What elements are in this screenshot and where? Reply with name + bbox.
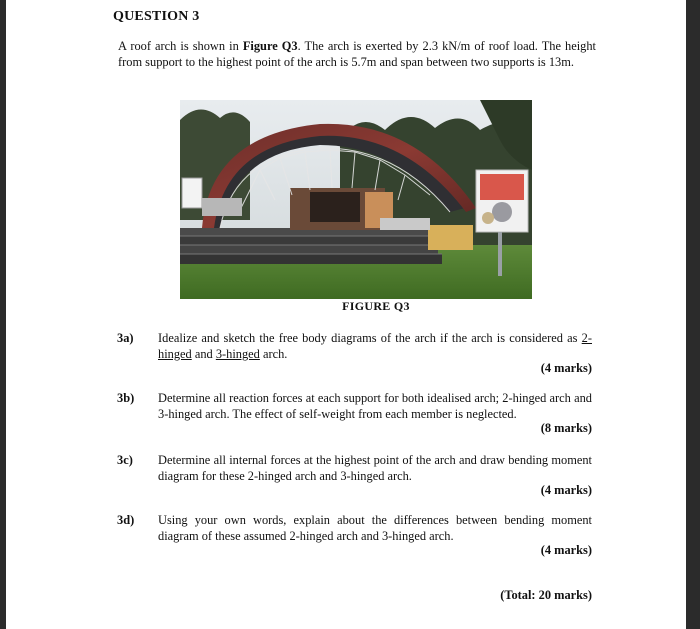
question-3d-marks: (4 marks) — [540, 543, 592, 557]
question-3a-label: 3a) — [117, 331, 134, 345]
intro-text-1: A roof arch is shown in — [118, 39, 243, 53]
q3a-text-pre: Idealize and sketch the free body diagrams of the arch if the arch is considered as — [158, 331, 582, 345]
question-3d-text: Using your own words, explain about the differences between bending moment diagram of these assumed 2-hinged arch and 3-hinged arch. — [158, 513, 592, 543]
question-3a-text — [158, 331, 592, 362]
q3a-text-post: arch. — [259, 346, 288, 361]
q3a-3-hinged: 3-hinged — [215, 346, 260, 361]
question-3d-label: 3d) — [117, 513, 135, 527]
question-3c-text: Determine all internal forces at the highest point of the arch and draw bending moment diagram for these 2-hinged arch and 3-hinged arch. — [158, 453, 592, 483]
question-3a-marks: (4 marks) — [540, 361, 592, 375]
roof-arch-photo — [180, 100, 532, 299]
q3a-2-hinged: 2-hinged — [158, 331, 592, 361]
figure-caption: FIGURE Q3 — [342, 299, 410, 313]
document-page — [6, 0, 686, 629]
figure-reference: Figure Q3 — [242, 39, 298, 53]
question-3b-label: 3b) — [117, 391, 135, 405]
question-intro — [118, 39, 596, 70]
figure-photo — [180, 100, 532, 299]
intro-text-2: . The arch is exerted by 2.3 kN/m of roof load. The height from support to the highest point of the arch is 5.7m and span between two supports is 13m. — [118, 39, 596, 69]
question-title: QUESTION 3 — [113, 9, 200, 24]
question-3c-marks: (4 marks) — [540, 483, 592, 497]
total-marks: (Total: 20 marks) — [500, 588, 592, 602]
question-3b-marks: (8 marks) — [540, 421, 592, 435]
q3a-and: and — [191, 346, 216, 361]
question-3b-text: Determine all reaction forces at each support for both idealised arch; 2-hinged arch and 3-hinged arch. The effect of self-weight from each member is neglected. — [158, 391, 592, 421]
question-3c-label: 3c) — [117, 453, 133, 467]
